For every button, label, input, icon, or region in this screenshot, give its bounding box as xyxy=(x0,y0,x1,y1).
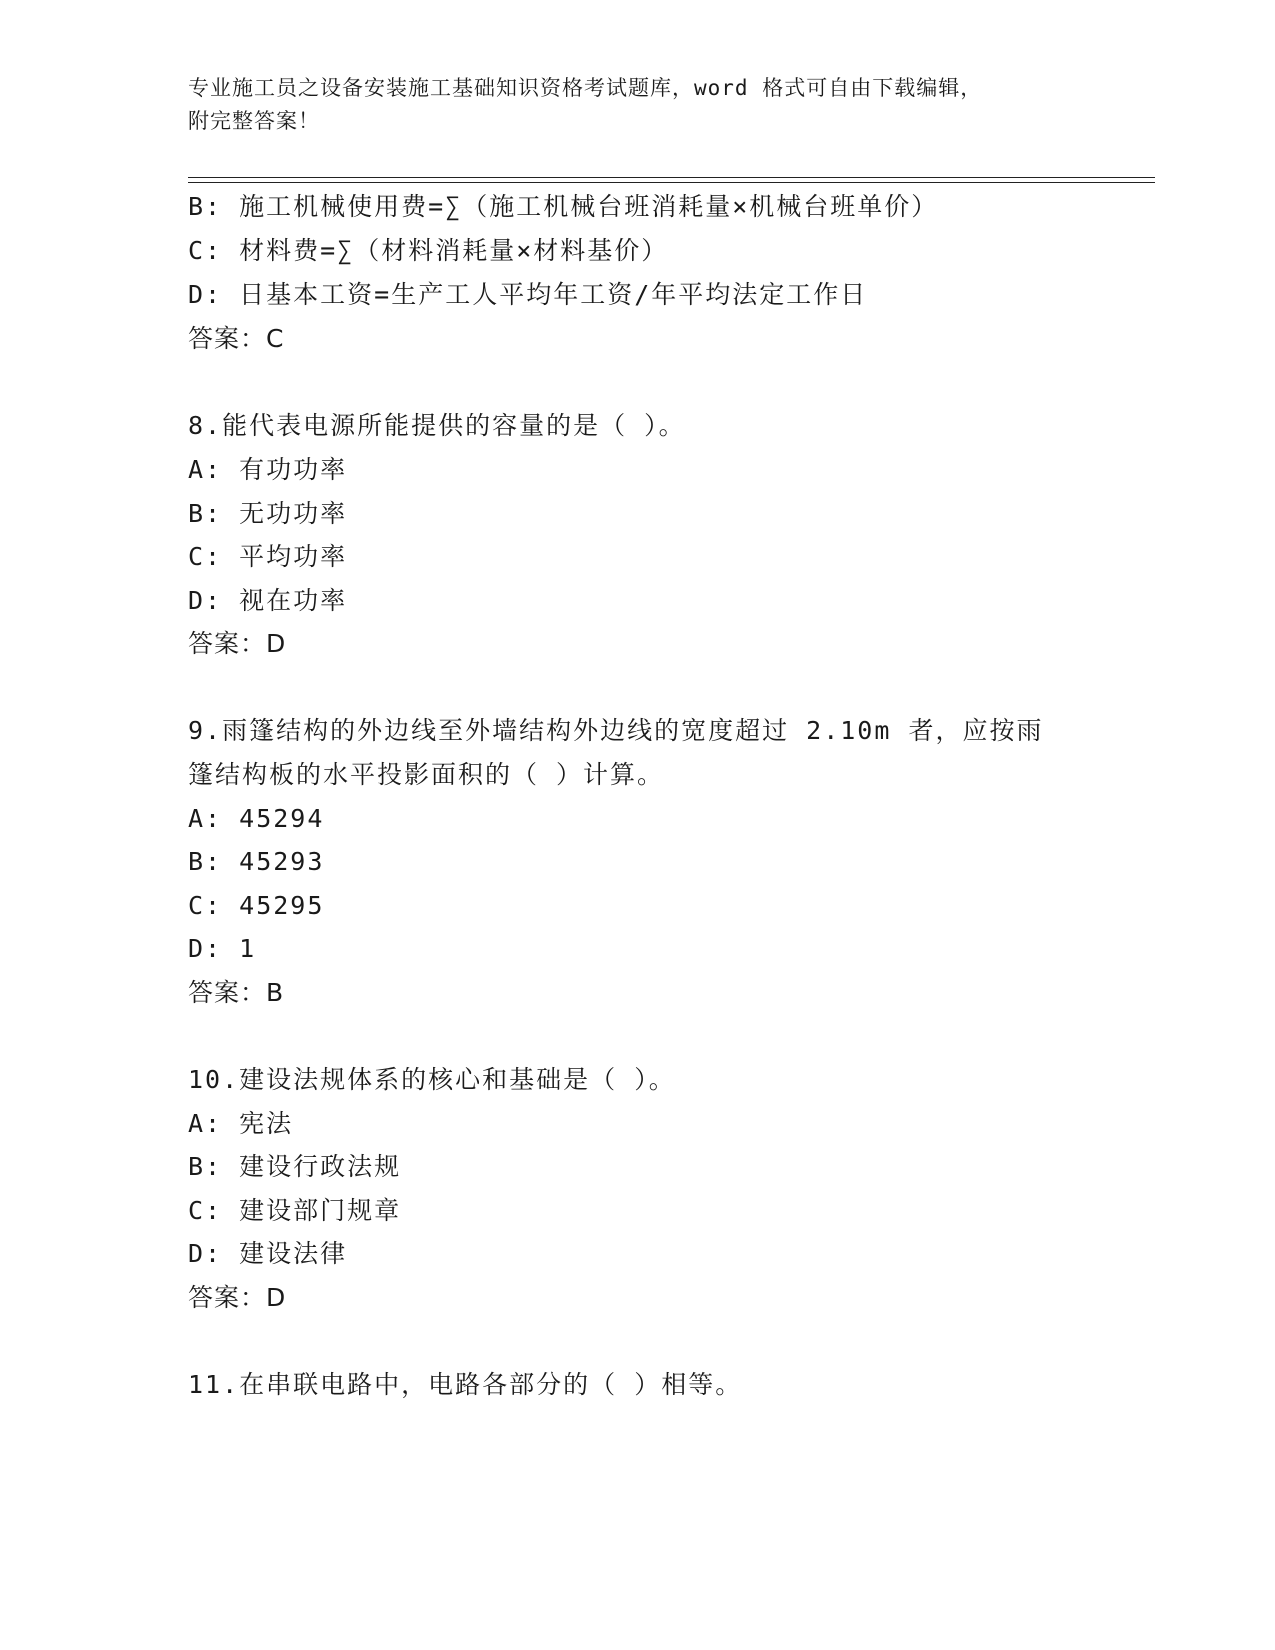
header-divider-top xyxy=(188,177,1155,178)
header-line-1: 专业施工员之设备安装施工基础知识资格考试题库，word 格式可自由下载编辑， xyxy=(188,76,983,100)
q9-option-a: A: 45294 xyxy=(188,804,325,833)
q9-answer: 答案：B xyxy=(188,978,285,1007)
document-header xyxy=(188,72,1068,138)
q9-option-c: C: 45295 xyxy=(188,891,325,920)
header-line-2: 附完整答案！ xyxy=(188,109,320,133)
q8-question: 8.能代表电源所能提供的容量的是（ ）。 xyxy=(188,411,686,440)
q8-option-d: D: 视在功率 xyxy=(188,586,348,615)
header-divider-bottom xyxy=(188,182,1155,183)
q8-option-a: A: 有功功率 xyxy=(188,455,348,484)
q10-answer: 答案：D xyxy=(188,1283,287,1312)
q9-question-line-2: 篷结构板的水平投影面积的（ ）计算。 xyxy=(188,760,665,789)
q8-answer: 答案：D xyxy=(188,629,287,658)
q8-option-c: C: 平均功率 xyxy=(188,542,348,571)
q10-option-c: C: 建设部门规章 xyxy=(188,1196,402,1225)
q7-option-b: B: 施工机械使用费=∑（施工机械台班消耗量×机械台班单价） xyxy=(188,192,939,221)
q7-option-d: D: 日基本工资=生产工人平均年工资/年平均法定工作日 xyxy=(188,280,868,309)
q7-option-c: C: 材料费=∑（材料消耗量×材料基价） xyxy=(188,236,669,265)
q11-question: 11.在串联电路中，电路各部分的（ ）相等。 xyxy=(188,1370,743,1399)
q10-option-b: B: 建设行政法规 xyxy=(188,1152,402,1181)
q10-question: 10.建设法规体系的核心和基础是（ ）。 xyxy=(188,1065,676,1094)
q10-option-a: A: 宪法 xyxy=(188,1109,294,1138)
q9-option-b: B: 45293 xyxy=(188,847,325,876)
q8-option-b: B: 无功功率 xyxy=(188,499,348,528)
q10-option-d: D: 建设法律 xyxy=(188,1239,348,1268)
q9-question-line-1: 9.雨篷结构的外边线至外墙结构外边线的宽度超过 2.10m 者，应按雨 xyxy=(188,716,1044,745)
q7-answer: 答案：C xyxy=(188,324,285,353)
q9-option-d: D: 1 xyxy=(188,934,257,963)
